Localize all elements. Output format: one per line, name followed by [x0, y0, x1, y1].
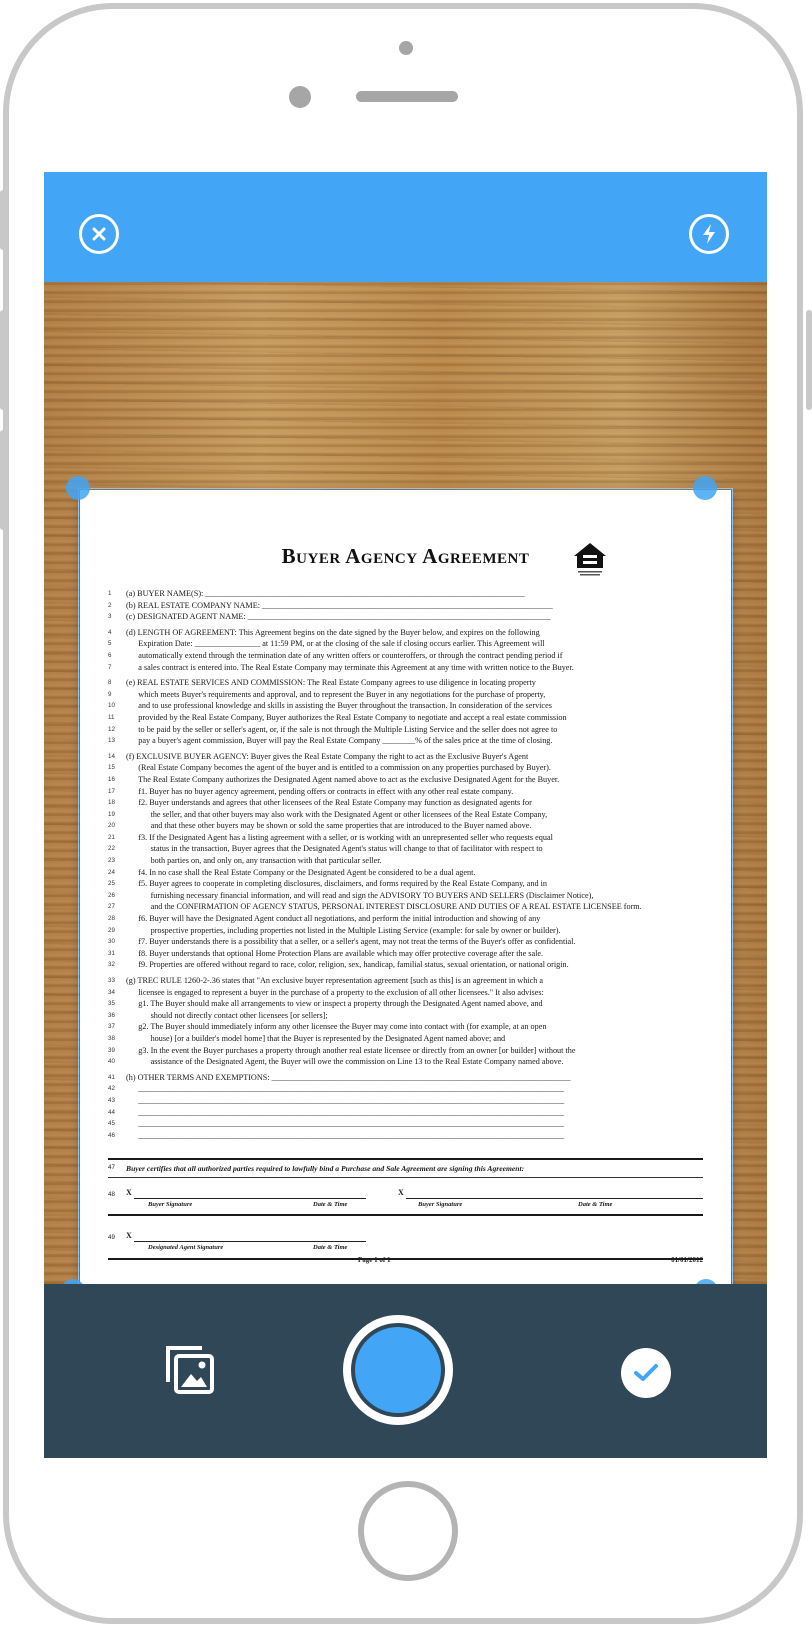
crop-handle-top-left[interactable]: [66, 476, 90, 500]
volume-up-button: [0, 310, 6, 410]
date-time-label: Date & Time: [313, 1201, 348, 1208]
line-text: The Real Estate Company authorizes the Designated Agent named above to act as the exclusive Designated Agent for the Buyer.: [126, 774, 560, 784]
line-number: 18: [108, 799, 115, 807]
scanner-screen: [44, 172, 767, 1458]
line-text: f5. Buyer agrees to cooperate in completing disclosures, disclaimers, and forms required by the Real Estate Company, and in: [126, 879, 548, 889]
line-number: 13: [108, 737, 115, 745]
line-text: status in the transaction, Buyer agrees that the Designated Agent's status will change to that of facilitator with respect to: [126, 844, 543, 854]
shutter-button[interactable]: [343, 1315, 453, 1425]
line-number: 29: [108, 926, 115, 934]
line-number: 34: [108, 988, 115, 996]
certification-statement: Buyer certifies that all authorized parties required to lawfully bind a Purchase and Sale Agreement are signing this Agreement:: [126, 1164, 525, 1173]
home-button[interactable]: [358, 1481, 458, 1581]
volume-down-button: [0, 430, 6, 530]
line-text: and the CONFIRMATION OF AGENCY STATUS, PERSONAL INTEREST DISCLOSURE AND DUTIES OF A REAL ESTATE LICENSEE form.: [126, 902, 642, 912]
line-number: 30: [108, 938, 115, 946]
line-number: 47: [108, 1164, 115, 1171]
line-number: 5: [108, 640, 112, 648]
close-button[interactable]: [79, 214, 119, 254]
x-mark: X: [398, 1188, 404, 1197]
line-text: f6. Buyer will have the Designated Agent conduct all negotiations, and perform the initial introduction and showing of any: [126, 914, 541, 924]
line-number: 36: [108, 1011, 115, 1019]
gallery-icon: [164, 1344, 216, 1396]
wood-background: [44, 282, 767, 1284]
proximity-sensor: [399, 41, 413, 55]
crop-handle-top-right[interactable]: [693, 476, 717, 500]
line-number: 48: [108, 1191, 115, 1198]
line-text: should not directly contact other licensees [or sellers];: [126, 1010, 328, 1020]
line-text: to be paid by the seller or seller's agent, or, if the sale is not through the Multiple Listing Service and the seller does not agree to: [126, 724, 558, 734]
line-text: Expiration Date: ________________ at 11:59 PM, or at the closing of the sale if closing occurs earlier. This Agreement will: [126, 639, 545, 649]
line-number: 6: [108, 651, 112, 659]
line-text: (a) BUYER NAME(S): ______________________________________________________________________________: [126, 589, 525, 598]
line-text: the seller, and that other buyers may also work with the Designated Agent or other licensees of the Real Estate Company,: [126, 809, 548, 819]
line-text: (g) TREC RULE 1260-2-.36 states that "An exclusive buyer representation agreement [such as this] is an agreement in which a: [126, 976, 543, 985]
line-text: automatically extend through the termination date of any written offers or counteroffers, or through the contract pending period if: [126, 650, 563, 660]
line-text: f2. Buyer understands and agrees that other licensees of the Real Estate Company may function as designated agents for: [126, 798, 532, 808]
line-number: 9: [108, 690, 112, 698]
line-text: (f) EXCLUSIVE BUYER AGENCY: Buyer gives the Real Estate Company the right to act as the Exclusive Buyer's Agent: [126, 751, 529, 761]
line-number: 40: [108, 1058, 115, 1066]
line-number: 26: [108, 891, 115, 899]
top-toolbar: [44, 172, 767, 282]
confirm-button[interactable]: [621, 1348, 671, 1398]
document-title: Buyer Agency Agreement: [281, 544, 530, 568]
buyer-signature-label: Buyer Signature: [418, 1201, 463, 1208]
line-text: provided by the Real Estate Company, Buyer authorizes the Real Estate Company to negotiate and accept a real estate commission: [126, 712, 567, 722]
crop-frame: [78, 488, 733, 1296]
date-time-label: Date & Time: [578, 1201, 613, 1208]
line-text: ________________________________________________________________________________________________________: [126, 1119, 565, 1129]
line-number: 19: [108, 810, 115, 818]
line-text: and that these other buyers may be shown or sold the same properties that are introduced to the Buyer named above.: [126, 821, 532, 831]
line-number: 28: [108, 915, 115, 923]
agent-signature-label: Designated Agent Signature: [148, 1244, 224, 1251]
line-number: 39: [108, 1046, 115, 1054]
line-text: house) [or a builder's model home] that the Buyer is represented by the Designated Agent named above; and: [126, 1033, 506, 1043]
line-text: which meets Buyer's requirements and approval, and to represent the Buyer in any negotiations for the purchase of property,: [126, 689, 546, 699]
line-number: 17: [108, 787, 115, 795]
line-number: 43: [108, 1096, 115, 1104]
line-number: 32: [108, 961, 115, 969]
line-text: and to use professional knowledge and skills in assisting the Buyer throughout the transaction. In consideration of the services: [126, 701, 552, 711]
line-text: a sales contract is entered into. The Real Estate Company may terminate this Agreement at any time with written notice to the Buyer.: [126, 662, 574, 672]
power-button: [806, 310, 812, 410]
flash-icon: [700, 223, 718, 245]
line-text: licensee is engaged to represent a buyer in the purchase of a property to the exclusion of all other licensees." It also advises:: [126, 987, 544, 997]
line-number: 12: [108, 725, 115, 733]
line-text: g3. In the event the Buyer purchases a property through another real estate licensee or directly from an owner [or builder] without the: [126, 1045, 576, 1055]
line-number: 27: [108, 903, 115, 911]
shutter-inner: [351, 1323, 445, 1417]
line-text: (b) REAL ESTATE COMPANY NAME: _______________________________________________________________________: [126, 600, 553, 610]
line-text: ________________________________________________________________________________________________________: [126, 1130, 565, 1140]
line-number: 35: [108, 1000, 115, 1008]
line-text: f3. If the Designated Agent has a listing agreement with a seller, or is working with an unrepresented seller who requests equal: [126, 832, 553, 842]
line-number: 20: [108, 822, 115, 830]
line-number: 2: [108, 601, 112, 609]
line-number: 16: [108, 775, 115, 783]
line-text: f1. Buyer has no buyer agency agreement, pending offers or contracts in effect with any other real estate company.: [126, 786, 514, 796]
line-number: 7: [108, 663, 112, 671]
line-number: 22: [108, 845, 115, 853]
line-number: 1: [108, 590, 112, 597]
line-number: 44: [108, 1108, 115, 1116]
front-camera: [289, 86, 311, 108]
mute-switch: [0, 190, 6, 250]
earpiece-speaker: [356, 91, 458, 102]
line-text: f8. Buyer understands that optional Home Protection Plans are available which may offer protective coverage after the sale.: [126, 948, 544, 958]
line-text: both parties on, and only on, any transaction with that particular seller.: [126, 856, 382, 866]
line-number: 24: [108, 868, 115, 876]
line-text: f4. In no case shall the Real Estate Company or the Designated Agent be considered to be a dual agent.: [126, 867, 476, 877]
line-number: 23: [108, 857, 115, 865]
line-text: assistance of the Designated Agent, the Buyer will owe the commission on Line 13 to the Real Estate Company named above.: [126, 1057, 564, 1067]
line-text: f7. Buyer understands there is a possibility that a seller, or a seller's agent, may not treat the terms of the Buyer's offer as confidential.: [126, 937, 576, 947]
line-number: 4: [108, 628, 112, 636]
line-text: ________________________________________________________________________________________________________: [126, 1095, 565, 1105]
line-number: 31: [108, 949, 115, 957]
form-date: 01/01/2012: [671, 1256, 703, 1264]
line-text: pay a buyer's agent commission, Buyer will pay the Real Estate Company ________% of the sales price at the time of closing.: [126, 736, 553, 746]
line-text: (d) LENGTH OF AGREEMENT: This Agreement begins on the date signed by the Buyer below, and expires on the following: [126, 627, 540, 637]
line-text: f9. Properties are offered without regard to race, color, religion, sex, handicap, familial status, sexual orientation, or national origin.: [126, 960, 569, 970]
close-icon: [90, 225, 108, 243]
line-text: (c) DESIGNATED AGENT NAME: __________________________________________________________________________: [126, 612, 551, 622]
date-time-label: Date & Time: [313, 1244, 348, 1251]
line-number: 45: [108, 1120, 115, 1128]
line-number: 14: [108, 752, 115, 760]
line-text: (h) OTHER TERMS AND EXEMPTIONS: _________________________________________________________________________: [126, 1072, 571, 1082]
line-number: 46: [108, 1131, 115, 1139]
line-number: 38: [108, 1034, 115, 1042]
line-number: 8: [108, 679, 112, 687]
x-mark: X: [126, 1231, 132, 1240]
line-text: (Real Estate Company becomes the agent of the buyer and is entitled to a commission on any properties purchased by Buyer).: [126, 763, 551, 773]
line-number: 3: [108, 613, 112, 621]
page-number: Page 1 of 1: [358, 1256, 391, 1264]
buyer-signature-label: Buyer Signature: [148, 1201, 193, 1208]
line-text: g2. The Buyer should immediately inform any other licensee the Buyer may come into contact with (for example, at an open: [126, 1022, 547, 1032]
line-number: 37: [108, 1023, 115, 1031]
line-number: 10: [108, 702, 115, 710]
line-number: 33: [108, 977, 115, 984]
line-number: 15: [108, 764, 115, 772]
line-text: furnishing necessary financial information, and will read and sign the ADVISORY TO BUYERS AND SELLERS (Disclaimer Notice),: [126, 890, 594, 900]
line-number: 25: [108, 880, 115, 888]
line-number: 41: [108, 1073, 115, 1081]
gallery-button[interactable]: [164, 1344, 216, 1396]
line-text: (e) REAL ESTATE SERVICES AND COMMISSION: The Real Estate Company agrees to use diligence in locating property: [126, 678, 536, 688]
line-text: prospective properties, including properties not listed in the Multiple Listing Service (example: for sale by owner or builder).: [126, 925, 561, 935]
line-number: 42: [108, 1085, 115, 1093]
line-number: 49: [108, 1234, 115, 1241]
line-number: 21: [108, 833, 115, 841]
flash-button[interactable]: [689, 214, 729, 254]
line-number: 11: [108, 713, 115, 721]
line-text: g1. The Buyer should make all arrangements to view or inspect a property through the Designated Agent named above, and: [126, 999, 543, 1009]
x-mark: X: [126, 1188, 132, 1197]
line-text: ________________________________________________________________________________________________________: [126, 1084, 565, 1094]
check-icon: [633, 1363, 659, 1383]
line-text: ________________________________________________________________________________________________________: [126, 1107, 565, 1117]
